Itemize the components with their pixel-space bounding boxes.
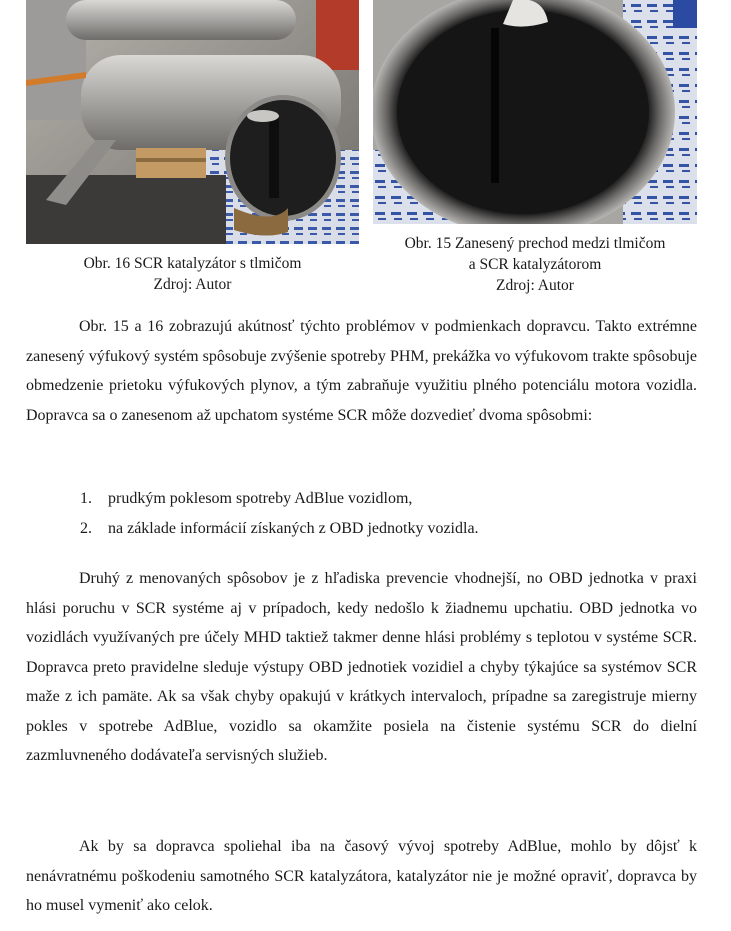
paragraph-1 xyxy=(26,312,697,430)
paragraph-3-text: Ak by sa dopravca spoliehal iba na časový vývoj spotreby AdBlue, mohlo by dôjsť k nenávratnému poškodeniu samotného SCR katalyzátora, katalyzátor nie je možné opraviť, dopravca by ho musel vymeniť ako celok. xyxy=(26,838,697,914)
methods-list xyxy=(80,484,697,543)
figure-15-caption-source: Zdroj: Autor xyxy=(496,277,574,294)
list-item xyxy=(80,514,697,544)
figure-16-caption xyxy=(26,253,359,295)
figure-15-photo xyxy=(373,0,697,224)
list-item-number: 1. xyxy=(80,490,92,507)
list-item xyxy=(80,484,697,514)
paragraph-3 xyxy=(26,832,697,921)
figure-16-photo xyxy=(26,0,359,244)
list-item-text: prudkým poklesom spotreby AdBlue vozidlom, xyxy=(108,490,413,507)
figure-15-caption xyxy=(373,233,697,296)
paragraph-1-text: Obr. 15 a 16 zobrazujú akútnosť týchto problémov v podmienkach dopravcu. Takto extrémne zanesený výfukový systém spôsobuje zvýšenie spotreby PHM, prekážka vo výfukovom trakte spôsobuje obmedzenie prietoku výfukových plynov, a tým zabraňuje využitiu plného potenciálu motora vozidla. Dopravca sa o zanesenom až upchatom systéme SCR môže dozvedieť dvoma spôsobmi: xyxy=(26,318,697,424)
paragraph-2-text: Druhý z menovaných spôsobov je z hľadiska prevencie vhodnejší, no OBD jednotka v praxi hlási poruchu v SCR systéme aj v prípadoch, kedy nedošlo k žiadnemu upchatiu. OBD jednotka vo vozidlách využívaných pre účely MHD taktiež takmer denne hlási problémy s teplotou v systéme SCR. Dopravca preto pravidelne sleduje výstupy OBD jednotiek vozidiel a chyby týkajúce sa systémov SCR maže z ich pamäte. Ak sa však chyby opakujú v krátkych intervaloch, prípadne sa zaregistruje mierny pokles v spotrebe AdBlue, vozidlo sa okamžite posiela na čistenie systému SCR do dielní zazmluvneného dodávateľa servisných služieb. xyxy=(26,570,697,764)
scr-catalyst-with-muffler-image xyxy=(26,0,359,244)
figure-15-caption-title: Obr. 15 Zanesený prechod medzi tlmičom xyxy=(404,235,666,252)
paragraph-2 xyxy=(26,564,697,771)
list-item-text: na základe informácií získaných z OBD jednotky vozidla. xyxy=(108,519,479,537)
figure-16-caption-source: Zdroj: Autor xyxy=(153,276,232,293)
list-item-number: 2. xyxy=(80,519,92,537)
clogged-transition-image xyxy=(373,0,697,224)
figure-16-caption-title: Obr. 16 SCR katalyzátor s tlmičom xyxy=(83,255,302,272)
figure-15-caption-title-cont: a SCR katalyzátorom xyxy=(468,256,602,273)
